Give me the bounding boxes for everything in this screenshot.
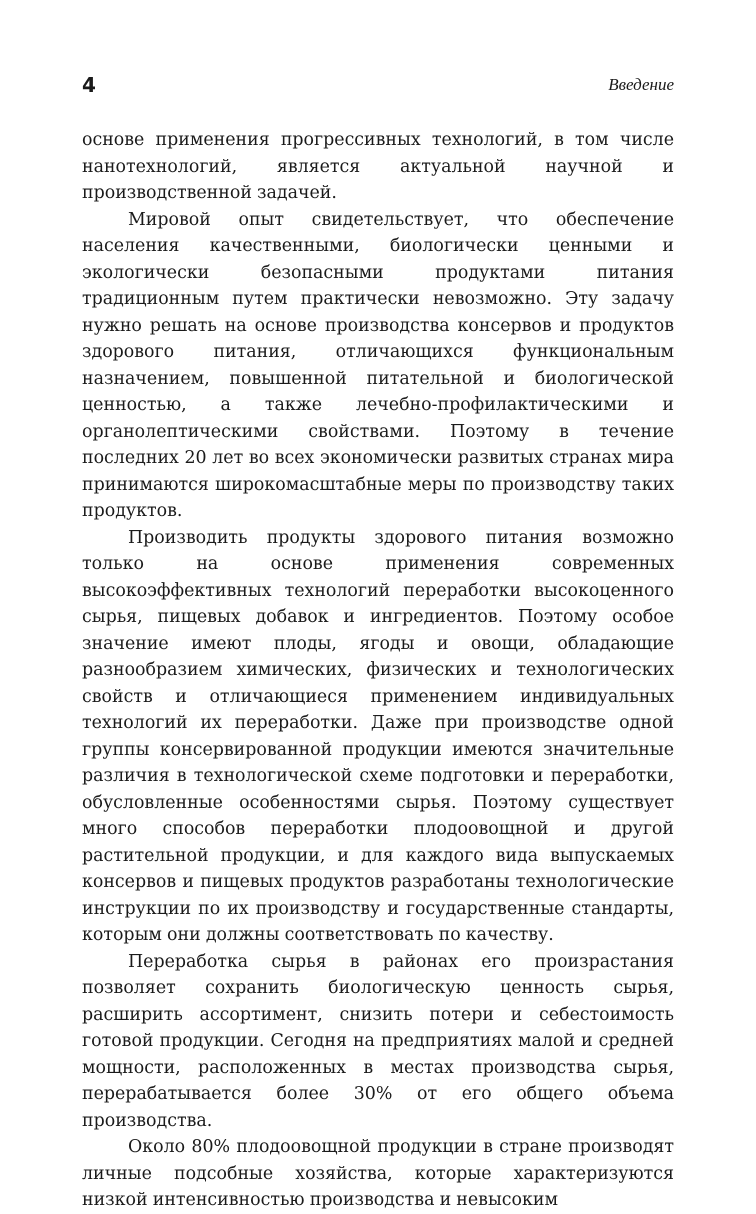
page-number: 4 bbox=[82, 73, 96, 97]
paragraph-continuation: основе применения прогрессивных технологий, в том числе нанотехнологий, является актуальной научной и производственной задачей. bbox=[82, 130, 674, 203]
paragraph: Переработка сырья в районах его произрастания позволяет сохранить биологическую ценность сырья, расширить ассортимент, снизить потери и себестоимость готовой продукции. Сегодня на предприятиях малой и средней мощности, расположенных в местах производства сырья, перерабатывается более 30% от его общего объема производства. bbox=[82, 951, 674, 1131]
section-title: Введение bbox=[608, 75, 674, 94]
running-header bbox=[82, 72, 674, 98]
paragraph: Производить продукты здорового питания возможно только на основе применения современных высокоэффективных технологий переработки высокоценного сырья, пищевых добавок и ингредиентов. Поэтому особое значение имеют плоды, ягоды и овощи, обладающие разнообразием химических, физических и технологических свойств и отличающиеся применением индивидуальных технологий их переработки. Даже при производстве одной группы консервированной продукции имеются значительные различия в технологической схеме подготовки и переработки, обусловленные особенностями сырья. Поэтому существует много способов переработки плодоовощной и другой растительной продукции, и для каждого вида выпускаемых консервов и пищевых продуктов разработаны технологические инструкции по их производству и государственные стандарты, которым они должны соответствовать по качеству. bbox=[82, 527, 674, 945]
paragraph: Мировой опыт свидетельствует, что обеспечение населения качественными, биологически ценными и экологически безопасными продуктами питания традиционным путем практически невозможно. Эту задачу нужно решать на основе производства консервов и продуктов здорового питания, отличающихся функциональным назначением, повышенной питательной и биологической ценностью, а также лечебно-профилактическими и органолептическими свойствами. Поэтому в течение последних 20 лет во всех экономически развитых странах мира принимаются широкомасштабные меры по производству таких продуктов. bbox=[82, 209, 674, 521]
paragraph: Около 80% плодоовощной продукции в стране производят личные подсобные хозяйства, которые характеризуются низкой интенсивностью производства и невысоким bbox=[82, 1137, 674, 1210]
body-text bbox=[82, 127, 674, 1214]
